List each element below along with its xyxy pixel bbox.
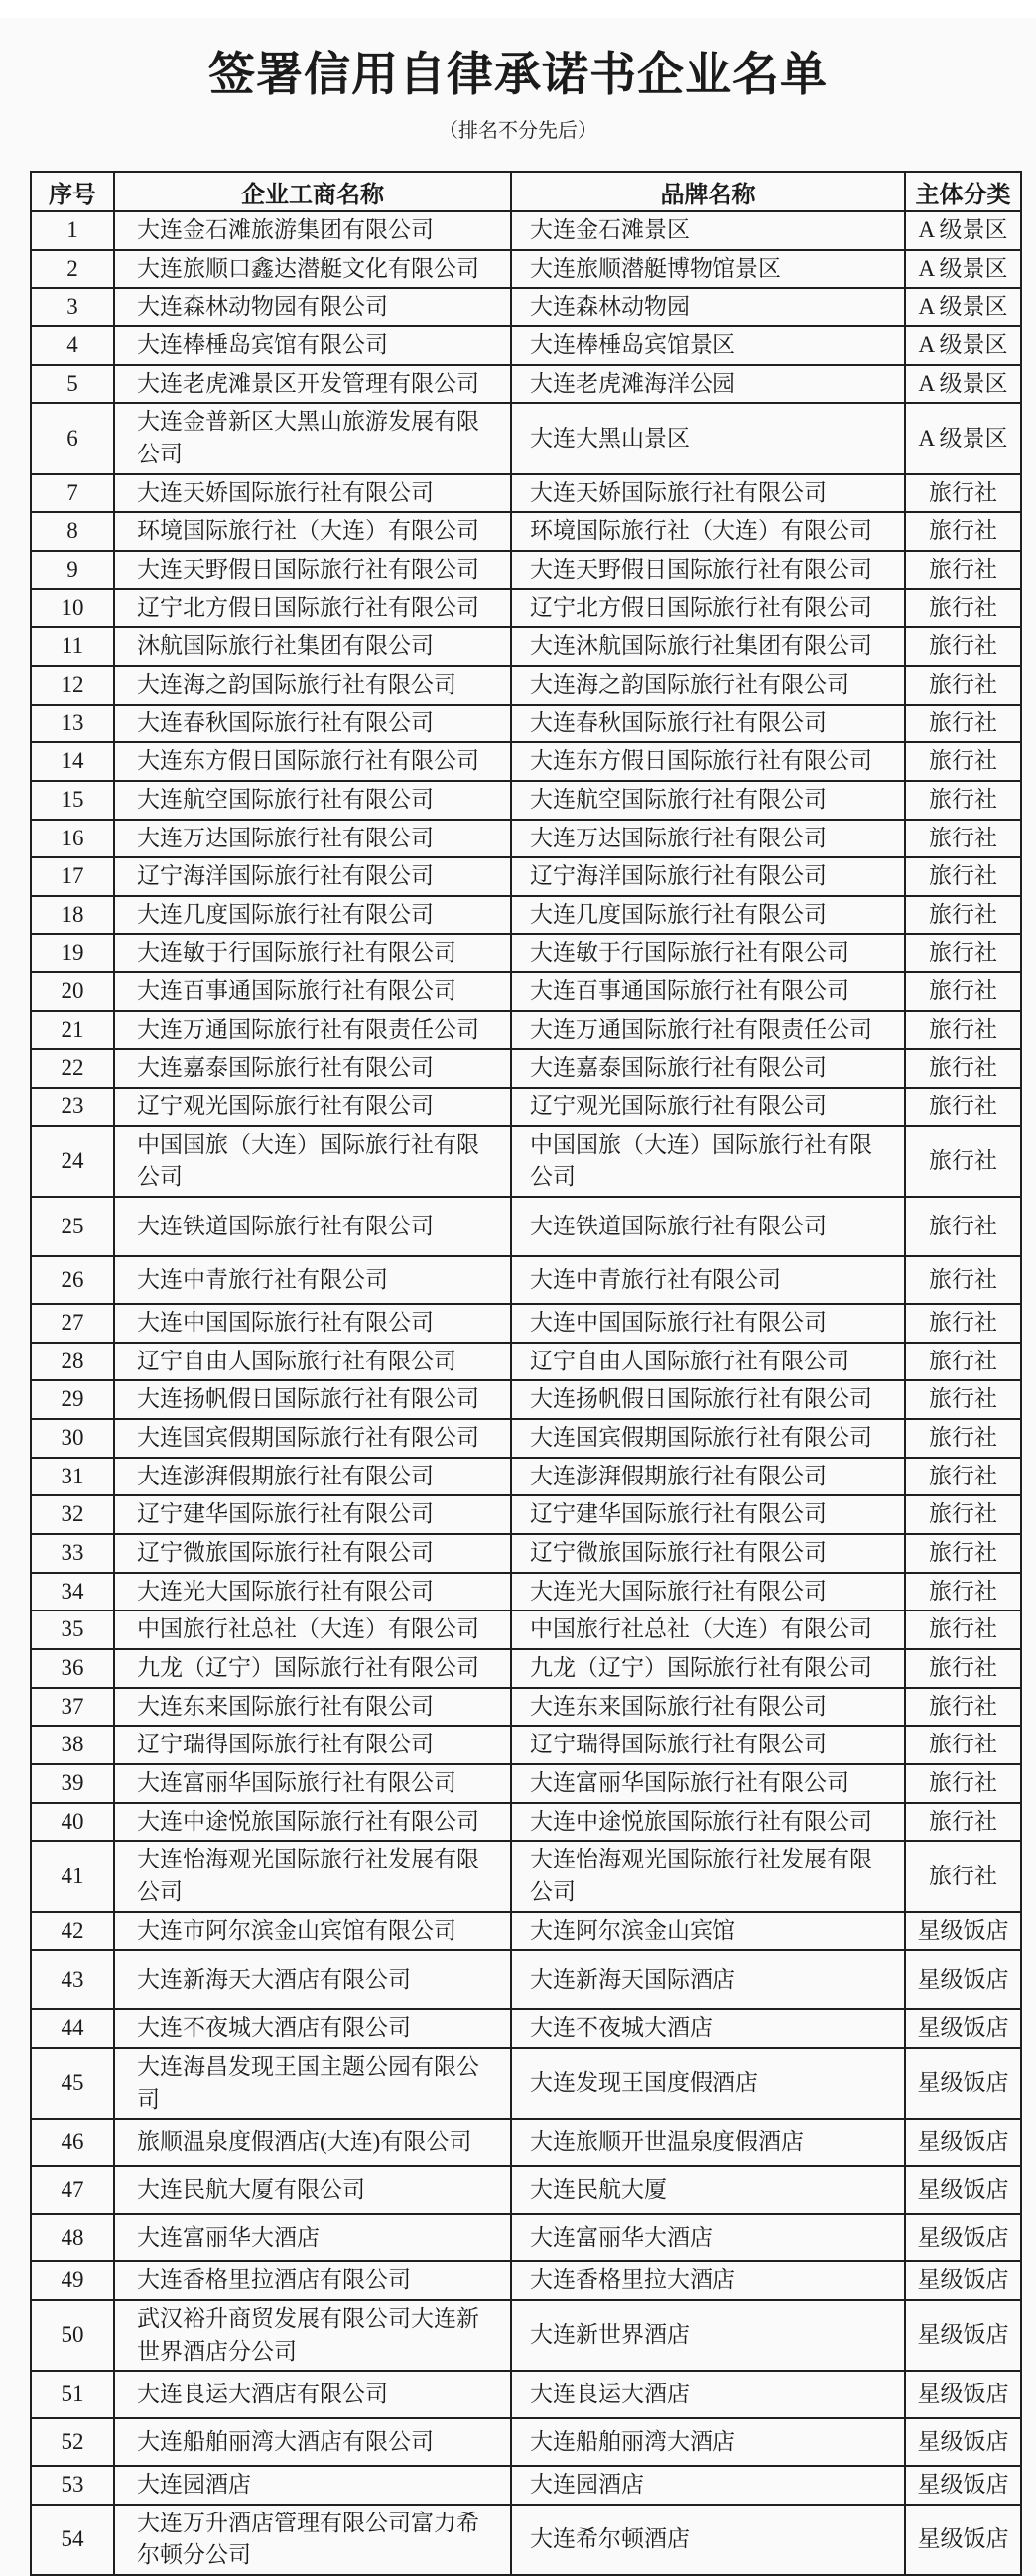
company-name-cell: 大连良运大酒店有限公司	[114, 2371, 511, 2418]
table-header	[31, 172, 1021, 211]
table-row	[31, 1534, 1021, 1573]
col-header-no: 序号	[31, 172, 114, 211]
brand-name-cell: 大连发现王国度假酒店	[511, 2048, 905, 2119]
company-name-cell: 大连不夜城大酒店有限公司	[114, 2009, 511, 2048]
brand-name-cell: 中国国旅（大连）国际旅行社有限公司	[511, 1126, 905, 1197]
row-number: 2	[31, 250, 114, 289]
table-row	[31, 1688, 1021, 1727]
table-row	[31, 2371, 1021, 2418]
row-number: 20	[31, 972, 114, 1011]
category-cell: 旅行社	[905, 781, 1021, 820]
company-name-cell: 大连新海天大酒店有限公司	[114, 1950, 511, 2009]
table-row	[31, 551, 1021, 589]
table-row	[31, 474, 1021, 513]
row-number: 43	[31, 1950, 114, 2009]
row-number: 46	[31, 2119, 114, 2166]
brand-name-cell: 大连阿尔滨金山宾馆	[511, 1912, 905, 1951]
category-cell: 旅行社	[905, 1841, 1021, 1911]
col-header-category: 主体分类	[905, 172, 1021, 211]
row-number: 26	[31, 1256, 114, 1304]
category-cell: A 级景区	[905, 326, 1021, 365]
company-name-cell: 大连百事通国际旅行社有限公司	[114, 972, 511, 1011]
brand-name-cell: 辽宁观光国际旅行社有限公司	[511, 1088, 905, 1126]
table-row	[31, 2418, 1021, 2466]
row-number: 11	[31, 627, 114, 666]
category-cell: 旅行社	[905, 1458, 1021, 1496]
company-name-cell: 大连国宾假期国际旅行社有限公司	[114, 1419, 511, 1458]
header-row	[31, 172, 1021, 211]
row-number: 47	[31, 2166, 114, 2214]
category-cell: A 级景区	[905, 288, 1021, 326]
table-row	[31, 1380, 1021, 1419]
row-number: 52	[31, 2418, 114, 2466]
row-number: 19	[31, 934, 114, 972]
brand-name-cell: 大连中途悦旅国际旅行社有限公司	[511, 1803, 905, 1842]
row-number: 3	[31, 288, 114, 326]
category-cell: 旅行社	[905, 627, 1021, 666]
company-name-cell: 环境国际旅行社（大连）有限公司	[114, 512, 511, 551]
category-cell: 旅行社	[905, 1534, 1021, 1573]
category-cell: 旅行社	[905, 1088, 1021, 1126]
table-row	[31, 1304, 1021, 1343]
table-row	[31, 1649, 1021, 1688]
brand-name-cell: 大连金石滩景区	[511, 211, 905, 250]
company-name-cell: 沐航国际旅行社集团有限公司	[114, 627, 511, 666]
category-cell: 星级饭店	[905, 2300, 1021, 2371]
row-number: 32	[31, 1495, 114, 1534]
brand-name-cell: 辽宁海洋国际旅行社有限公司	[511, 857, 905, 896]
row-number: 4	[31, 326, 114, 365]
company-name-cell: 大连万达国际旅行社有限公司	[114, 820, 511, 858]
row-number: 31	[31, 1458, 114, 1496]
category-cell: 旅行社	[905, 896, 1021, 935]
category-cell: 旅行社	[905, 1610, 1021, 1649]
company-name-cell: 大连东方假日国际旅行社有限公司	[114, 742, 511, 781]
brand-name-cell: 大连百事通国际旅行社有限公司	[511, 972, 905, 1011]
category-cell: 旅行社	[905, 1049, 1021, 1088]
col-header-brand: 品牌名称	[511, 172, 905, 211]
table-row	[31, 365, 1021, 404]
category-cell: 旅行社	[905, 1573, 1021, 1611]
row-number: 44	[31, 2009, 114, 2048]
category-cell: 星级饭店	[905, 2048, 1021, 2119]
table-row	[31, 403, 1021, 473]
brand-name-cell: 大连新世界酒店	[511, 2300, 905, 2371]
table-body	[31, 211, 1021, 2575]
category-cell: 旅行社	[905, 705, 1021, 743]
row-number: 54	[31, 2505, 114, 2575]
row-number: 12	[31, 666, 114, 705]
row-number: 8	[31, 512, 114, 551]
table-row	[31, 1011, 1021, 1050]
brand-name-cell: 大连沐航国际旅行社集团有限公司	[511, 627, 905, 666]
brand-name-cell: 大连大黑山景区	[511, 403, 905, 473]
row-number: 36	[31, 1649, 114, 1688]
row-number: 28	[31, 1343, 114, 1381]
category-cell: 星级饭店	[905, 2418, 1021, 2466]
table-row	[31, 1256, 1021, 1304]
category-cell: 旅行社	[905, 1011, 1021, 1050]
category-cell: 星级饭店	[905, 2214, 1021, 2261]
row-number: 24	[31, 1126, 114, 1197]
table-row	[31, 1950, 1021, 2009]
row-number: 7	[31, 474, 114, 513]
company-name-cell: 大连金石滩旅游集团有限公司	[114, 211, 511, 250]
table-row	[31, 2048, 1021, 2119]
category-cell: 星级饭店	[905, 1912, 1021, 1951]
table-row	[31, 250, 1021, 289]
company-name-cell: 九龙（辽宁）国际旅行社有限公司	[114, 1649, 511, 1688]
category-cell: 旅行社	[905, 972, 1021, 1011]
table-row	[31, 2214, 1021, 2261]
row-number: 53	[31, 2466, 114, 2505]
table-row	[31, 589, 1021, 628]
category-cell: 旅行社	[905, 1803, 1021, 1842]
table-row	[31, 857, 1021, 896]
table-row	[31, 972, 1021, 1011]
row-number: 33	[31, 1534, 114, 1573]
company-name-cell: 大连扬帆假日国际旅行社有限公司	[114, 1380, 511, 1419]
category-cell: A 级景区	[905, 365, 1021, 404]
company-name-cell: 大连海昌发现王国主题公园有限公司	[114, 2048, 511, 2119]
brand-name-cell: 大连航空国际旅行社有限公司	[511, 781, 905, 820]
row-number: 13	[31, 705, 114, 743]
row-number: 49	[31, 2261, 114, 2300]
company-name-cell: 大连金普新区大黑山旅游发展有限公司	[114, 403, 511, 473]
table-row	[31, 2466, 1021, 2505]
table-row	[31, 211, 1021, 250]
company-name-cell: 大连万通国际旅行社有限责任公司	[114, 1011, 511, 1050]
category-cell: 旅行社	[905, 1256, 1021, 1304]
category-cell: 旅行社	[905, 742, 1021, 781]
row-number: 45	[31, 2048, 114, 2119]
brand-name-cell: 辽宁建华国际旅行社有限公司	[511, 1495, 905, 1534]
brand-name-cell: 大连万通国际旅行社有限责任公司	[511, 1011, 905, 1050]
category-cell: 星级饭店	[905, 2009, 1021, 2048]
company-name-cell: 大连天野假日国际旅行社有限公司	[114, 551, 511, 589]
company-name-cell: 大连中途悦旅国际旅行社有限公司	[114, 1803, 511, 1842]
brand-name-cell: 大连铁道国际旅行社有限公司	[511, 1197, 905, 1256]
table-row	[31, 1912, 1021, 1951]
category-cell: 旅行社	[905, 589, 1021, 628]
company-name-cell: 辽宁自由人国际旅行社有限公司	[114, 1343, 511, 1381]
company-name-cell: 辽宁瑞得国际旅行社有限公司	[114, 1726, 511, 1764]
table-row	[31, 1458, 1021, 1496]
brand-name-cell: 大连春秋国际旅行社有限公司	[511, 705, 905, 743]
table-row	[31, 2300, 1021, 2371]
brand-name-cell: 辽宁瑞得国际旅行社有限公司	[511, 1726, 905, 1764]
company-name-cell: 大连富丽华国际旅行社有限公司	[114, 1764, 511, 1803]
company-name-cell: 大连怡海观光国际旅行社发展有限公司	[114, 1841, 511, 1911]
row-number: 51	[31, 2371, 114, 2418]
row-number: 25	[31, 1197, 114, 1256]
category-cell: 旅行社	[905, 1419, 1021, 1458]
row-number: 21	[31, 1011, 114, 1050]
row-number: 34	[31, 1573, 114, 1611]
category-cell: 星级饭店	[905, 2505, 1021, 2575]
row-number: 42	[31, 1912, 114, 1951]
row-number: 5	[31, 365, 114, 404]
table-row	[31, 1495, 1021, 1534]
category-cell: 星级饭店	[905, 2166, 1021, 2214]
category-cell: 旅行社	[905, 1726, 1021, 1764]
table-row	[31, 742, 1021, 781]
table-row	[31, 2009, 1021, 2048]
brand-name-cell: 大连新海天国际酒店	[511, 1950, 905, 2009]
row-number: 23	[31, 1088, 114, 1126]
table-row	[31, 1197, 1021, 1256]
company-name-cell: 大连旅顺口鑫达潜艇文化有限公司	[114, 250, 511, 289]
table-row	[31, 1803, 1021, 1842]
table-row	[31, 512, 1021, 551]
company-name-cell: 大连澎湃假期旅行社有限公司	[114, 1458, 511, 1496]
company-name-cell: 中国旅行社总社（大连）有限公司	[114, 1610, 511, 1649]
brand-name-cell: 大连老虎滩海洋公园	[511, 365, 905, 404]
brand-name-cell: 大连民航大厦	[511, 2166, 905, 2214]
row-number: 50	[31, 2300, 114, 2371]
category-cell: A 级景区	[905, 211, 1021, 250]
brand-name-cell: 大连国宾假期国际旅行社有限公司	[511, 1419, 905, 1458]
category-cell: 旅行社	[905, 512, 1021, 551]
row-number: 27	[31, 1304, 114, 1343]
brand-name-cell: 大连富丽华大酒店	[511, 2214, 905, 2261]
company-name-cell: 大连老虎滩景区开发管理有限公司	[114, 365, 511, 404]
company-name-cell: 辽宁海洋国际旅行社有限公司	[114, 857, 511, 896]
category-cell: 旅行社	[905, 857, 1021, 896]
row-number: 6	[31, 403, 114, 473]
row-number: 17	[31, 857, 114, 896]
brand-name-cell: 大连嘉泰国际旅行社有限公司	[511, 1049, 905, 1088]
row-number: 41	[31, 1841, 114, 1911]
company-name-cell: 辽宁观光国际旅行社有限公司	[114, 1088, 511, 1126]
companies-table	[30, 171, 1022, 2576]
company-name-cell: 大连香格里拉酒店有限公司	[114, 2261, 511, 2300]
category-cell: 星级饭店	[905, 2261, 1021, 2300]
company-name-cell: 大连民航大厦有限公司	[114, 2166, 511, 2214]
brand-name-cell: 环境国际旅行社（大连）有限公司	[511, 512, 905, 551]
category-cell: 旅行社	[905, 551, 1021, 589]
brand-name-cell: 大连园酒店	[511, 2466, 905, 2505]
brand-name-cell: 大连棒棰岛宾馆景区	[511, 326, 905, 365]
brand-name-cell: 大连良运大酒店	[511, 2371, 905, 2418]
company-name-cell: 辽宁北方假日国际旅行社有限公司	[114, 589, 511, 628]
row-number: 15	[31, 781, 114, 820]
category-cell: 旅行社	[905, 820, 1021, 858]
company-name-cell: 大连中国国际旅行社有限公司	[114, 1304, 511, 1343]
brand-name-cell: 中国旅行社总社（大连）有限公司	[511, 1610, 905, 1649]
category-cell: 旅行社	[905, 474, 1021, 513]
page-title: 签署信用自律承诺书企业名单	[208, 50, 828, 101]
brand-name-cell: 大连中国国际旅行社有限公司	[511, 1304, 905, 1343]
company-name-cell: 大连万升酒店管理有限公司富力希尔顿分公司	[114, 2505, 511, 2575]
category-cell: 旅行社	[905, 934, 1021, 972]
table-row	[31, 934, 1021, 972]
category-cell: 旅行社	[905, 1126, 1021, 1197]
row-number: 9	[31, 551, 114, 589]
brand-name-cell: 大连万达国际旅行社有限公司	[511, 820, 905, 858]
category-cell: 旅行社	[905, 1197, 1021, 1256]
table-row	[31, 781, 1021, 820]
brand-name-cell: 大连光大国际旅行社有限公司	[511, 1573, 905, 1611]
table-row	[31, 820, 1021, 858]
table-row	[31, 1088, 1021, 1126]
row-number: 39	[31, 1764, 114, 1803]
category-cell: 旅行社	[905, 1304, 1021, 1343]
brand-name-cell: 辽宁北方假日国际旅行社有限公司	[511, 589, 905, 628]
brand-name-cell: 大连不夜城大酒店	[511, 2009, 905, 2048]
table-row	[31, 288, 1021, 326]
category-cell: 旅行社	[905, 1649, 1021, 1688]
row-number: 30	[31, 1419, 114, 1458]
category-cell: 旅行社	[905, 666, 1021, 705]
category-cell: 旅行社	[905, 1343, 1021, 1381]
company-name-cell: 大连春秋国际旅行社有限公司	[114, 705, 511, 743]
category-cell: 旅行社	[905, 1688, 1021, 1727]
row-number: 16	[31, 820, 114, 858]
table-row	[31, 1764, 1021, 1803]
brand-name-cell: 大连旅顺潜艇博物馆景区	[511, 250, 905, 289]
document-page	[0, 48, 1036, 2576]
company-name-cell: 大连市阿尔滨金山宾馆有限公司	[114, 1912, 511, 1951]
brand-name-cell: 九龙（辽宁）国际旅行社有限公司	[511, 1649, 905, 1688]
company-name-cell: 大连船舶丽湾大酒店有限公司	[114, 2418, 511, 2466]
brand-name-cell: 大连扬帆假日国际旅行社有限公司	[511, 1380, 905, 1419]
table-row	[31, 2261, 1021, 2300]
company-name-cell: 大连嘉泰国际旅行社有限公司	[114, 1049, 511, 1088]
table-row	[31, 666, 1021, 705]
brand-name-cell: 大连富丽华国际旅行社有限公司	[511, 1764, 905, 1803]
brand-name-cell: 大连船舶丽湾大酒店	[511, 2418, 905, 2466]
brand-name-cell: 大连希尔顿酒店	[511, 2505, 905, 2575]
top-margin-strip	[0, 0, 1036, 18]
brand-name-cell: 大连怡海观光国际旅行社发展有限公司	[511, 1841, 905, 1911]
company-name-cell: 辽宁建华国际旅行社有限公司	[114, 1495, 511, 1534]
category-cell: 星级饭店	[905, 2466, 1021, 2505]
table-row	[31, 1841, 1021, 1911]
category-cell: A 级景区	[905, 403, 1021, 473]
brand-name-cell: 大连澎湃假期旅行社有限公司	[511, 1458, 905, 1496]
row-number: 22	[31, 1049, 114, 1088]
table-row	[31, 2119, 1021, 2166]
brand-name-cell: 大连森林动物园	[511, 288, 905, 326]
brand-name-cell: 大连天娇国际旅行社有限公司	[511, 474, 905, 513]
table-row	[31, 1343, 1021, 1381]
table-row	[31, 1126, 1021, 1197]
brand-name-cell: 辽宁自由人国际旅行社有限公司	[511, 1343, 905, 1381]
brand-name-cell: 大连中青旅行社有限公司	[511, 1256, 905, 1304]
page-subtitle: （排名不分先后）	[439, 120, 597, 142]
brand-name-cell: 大连几度国际旅行社有限公司	[511, 896, 905, 935]
company-name-cell: 武汉裕升商贸发展有限公司大连新世界酒店分公司	[114, 2300, 511, 2371]
company-name-cell: 大连森林动物园有限公司	[114, 288, 511, 326]
brand-name-cell: 大连海之韵国际旅行社有限公司	[511, 666, 905, 705]
company-name-cell: 大连园酒店	[114, 2466, 511, 2505]
table-row	[31, 705, 1021, 743]
table-row	[31, 1610, 1021, 1649]
table-row	[31, 1726, 1021, 1764]
row-number: 40	[31, 1803, 114, 1842]
company-name-cell: 旅顺温泉度假酒店(大连)有限公司	[114, 2119, 511, 2166]
col-header-company: 企业工商名称	[114, 172, 511, 211]
company-name-cell: 大连几度国际旅行社有限公司	[114, 896, 511, 935]
table-row	[31, 896, 1021, 935]
row-number: 48	[31, 2214, 114, 2261]
row-number: 38	[31, 1726, 114, 1764]
category-cell: 旅行社	[905, 1764, 1021, 1803]
row-number: 29	[31, 1380, 114, 1419]
brand-name-cell: 大连天野假日国际旅行社有限公司	[511, 551, 905, 589]
row-number: 14	[31, 742, 114, 781]
brand-name-cell: 大连旅顺开世温泉度假酒店	[511, 2119, 905, 2166]
category-cell: 星级饭店	[905, 1950, 1021, 2009]
company-name-cell: 大连棒棰岛宾馆有限公司	[114, 326, 511, 365]
company-name-cell: 大连海之韵国际旅行社有限公司	[114, 666, 511, 705]
row-number: 18	[31, 896, 114, 935]
brand-name-cell: 大连敏于行国际旅行社有限公司	[511, 934, 905, 972]
row-number: 10	[31, 589, 114, 628]
company-name-cell: 辽宁微旅国际旅行社有限公司	[114, 1534, 511, 1573]
category-cell: 旅行社	[905, 1495, 1021, 1534]
company-name-cell: 大连富丽华大酒店	[114, 2214, 511, 2261]
company-name-cell: 大连天娇国际旅行社有限公司	[114, 474, 511, 513]
table-row	[31, 2505, 1021, 2575]
company-name-cell: 大连光大国际旅行社有限公司	[114, 1573, 511, 1611]
row-number: 35	[31, 1610, 114, 1649]
company-name-cell: 大连敏于行国际旅行社有限公司	[114, 934, 511, 972]
brand-name-cell: 大连东来国际旅行社有限公司	[511, 1688, 905, 1727]
category-cell: 星级饭店	[905, 2371, 1021, 2418]
table-row	[31, 1049, 1021, 1088]
category-cell: A 级景区	[905, 250, 1021, 289]
company-name-cell: 大连东来国际旅行社有限公司	[114, 1688, 511, 1727]
table-row	[31, 627, 1021, 666]
category-cell: 旅行社	[905, 1380, 1021, 1419]
category-cell: 星级饭店	[905, 2119, 1021, 2166]
brand-name-cell: 大连东方假日国际旅行社有限公司	[511, 742, 905, 781]
brand-name-cell: 大连香格里拉大酒店	[511, 2261, 905, 2300]
table-row	[31, 1419, 1021, 1458]
table-row	[31, 1573, 1021, 1611]
company-name-cell: 中国国旅（大连）国际旅行社有限公司	[114, 1126, 511, 1197]
company-name-cell: 大连中青旅行社有限公司	[114, 1256, 511, 1304]
row-number: 37	[31, 1688, 114, 1727]
table-row	[31, 326, 1021, 365]
brand-name-cell: 辽宁微旅国际旅行社有限公司	[511, 1534, 905, 1573]
company-name-cell: 大连铁道国际旅行社有限公司	[114, 1197, 511, 1256]
table-row	[31, 2166, 1021, 2214]
row-number: 1	[31, 211, 114, 250]
company-name-cell: 大连航空国际旅行社有限公司	[114, 781, 511, 820]
